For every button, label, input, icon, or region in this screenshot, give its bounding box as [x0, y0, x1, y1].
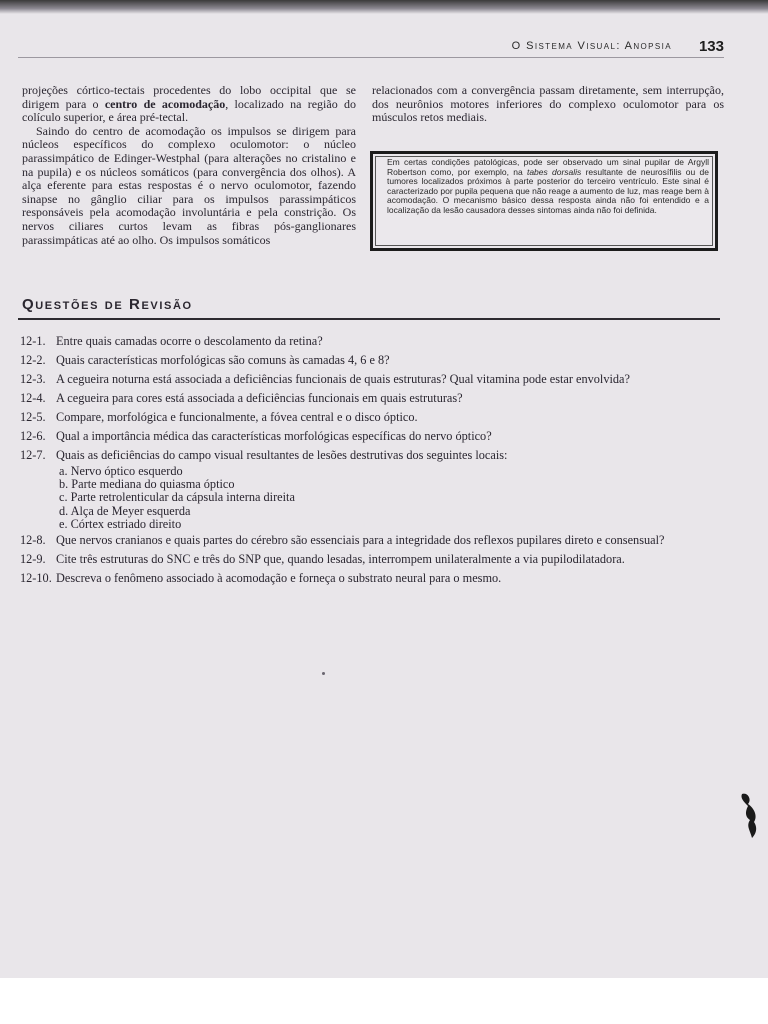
question-item: 12-3. A cegueira noturna está associada a deficiências funcionais de quais estruturas? Qual vitamina pode estar envolvida?	[20, 372, 630, 386]
review-questions	[20, 332, 740, 588]
right-text-column	[372, 84, 724, 125]
question-item: 12-4. A cegueira para cores está associada a deficiências funcionais em quais estruturas?	[20, 391, 463, 405]
section-rule	[18, 318, 720, 320]
subitem: b. Parte mediana do quiasma óptico	[59, 477, 235, 492]
left-paragraph-2: Saindo do centro de acomodação os impulsos se dirigem para núcleos específicos do complexo oculomotor: o núcleo parassimpático de Edinger-Westphal (para alterações no cristalino e na pupila) e os núcleos somáticos (para convergência dos olhos). A alça eferente para estas respostas é o nervo oculomotor, fazendo sinapse no gânglio ciliar para os impulsos parassimpáticos responsáveis pela acomodação involuntária e pela constrição. Os nervos ciliares curtos levam as fibras pós-ganglionares parassimpáticas até ao olho. Os impulsos somáticos	[22, 123, 356, 247]
page-top-shadow	[0, 0, 768, 14]
subitem: d. Alça de Meyer esquerda	[59, 503, 191, 518]
page-edge-smudge	[740, 790, 760, 840]
question-item: 12-5. Compare, morfológica e funcionalmente, a fóvea central e o disco óptico.	[20, 410, 418, 424]
page-speck	[322, 672, 325, 675]
page-bottom-edge	[0, 978, 768, 1024]
bold-term: centro de acomodação	[104, 96, 226, 111]
question-subitems	[20, 465, 740, 531]
question-item: 12-6. Qual a importância médica das características morfológicas específicas do nervo óptico?	[20, 429, 492, 443]
question-item: 12-9. Cite três estruturas do SNC e três do SNP que, quando lesadas, interrompem unilateralmente a via pupilodilatadora.	[20, 552, 625, 567]
left-paragraph-1: projeções córtico-tectais procedentes do lobo occipital que se dirigem para o centro de acomodação, localizado na região do colículo superior, e área pré-tectal.	[22, 83, 356, 125]
subitem: c. Parte retrolenticular da cápsula interna direita	[59, 490, 295, 505]
right-paragraph-1: relacionados com a convergência passam diretamente, sem interrupção, dos neurônios motores inferiores do complexo oculomotor para os músculos retos mediais.	[372, 83, 724, 125]
question-item: 12-8. Que nervos cranianos e quais partes do cérebro são essenciais para a integridade dos reflexos pupilares direto e consensual?	[20, 533, 665, 548]
note-text: Em certas condições patológicas, pode ser observado um sinal pupilar de Argyll Robertson como, por exemplo, na tabes dorsalis resultante de neurosífilis ou de tumores localizados próximos à parte posterior do terceiro ventrículo. Este sinal é caracterizado por pupila pequena que não reage a aumento de luz, mas reage bem à acomodação. O mecanismo básico dessa resposta ainda não foi entendido e a localização da lesão causadora desses sintomas ainda não foi definida.	[387, 157, 709, 215]
page-number: 133	[698, 38, 724, 55]
left-text-column	[22, 84, 356, 247]
clinical-note-box	[370, 151, 718, 251]
question-item: 12-7. Quais as deficiências do campo visual resultantes de lesões destrutivas dos seguintes locais:	[20, 448, 508, 462]
running-header	[512, 40, 672, 52]
running-title: O Sistema Visual: Anopsia	[511, 40, 672, 52]
subitem: a. Nervo óptico esquerdo	[59, 464, 183, 478]
question-item: 12-1. Entre quais camadas ocorre o descolamento da retina?	[20, 334, 323, 348]
section-title: Questões de Revisão	[22, 296, 193, 313]
question-item: 12-10. Descreva o fenômeno associado à acomodação e forneça o substrato neural para o mesmo.	[20, 571, 502, 586]
subitem: e. Córtex estriado direito	[59, 516, 182, 531]
question-item: 12-2. Quais características morfológicas são comuns às camadas 4, 6 e 8?	[20, 353, 390, 367]
header-rule	[18, 57, 724, 58]
